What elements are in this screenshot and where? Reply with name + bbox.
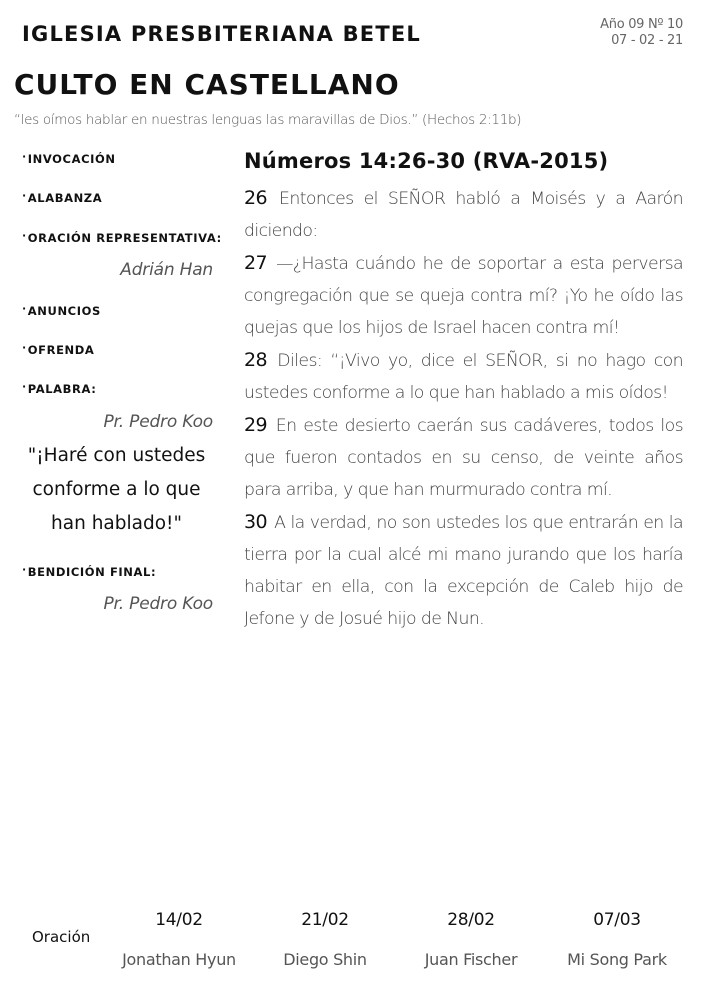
schedule-name: Diego Shin: [283, 950, 367, 969]
schedule-entry: [104, 910, 254, 969]
verse-number: 27: [244, 252, 267, 274]
schedule-date: 07/03: [593, 910, 641, 930]
order-item-alabanza: ·ALABANZA: [22, 189, 103, 205]
schedule-name: Juan Fischer: [424, 950, 518, 969]
schedule-entry: [396, 910, 546, 969]
verse-number: 30: [244, 511, 267, 533]
verse-number: 26: [244, 187, 267, 209]
bullet-icon: ·: [22, 189, 27, 202]
verse: 29 En este desierto caerán sus cadáveres, todos los que fueron contados en su censo, de veinte años para arriba, y que han murmurado contra mí.: [244, 414, 683, 500]
order-item-anuncios: ·ANUNCIOS: [22, 302, 101, 318]
scripture-reading: [244, 146, 683, 635]
order-item-ofrenda: ·OFRENDA: [22, 341, 95, 357]
verse-number: 29: [244, 414, 267, 436]
bullet-icon: ·: [22, 302, 27, 315]
schedule-date: 28/02: [447, 910, 495, 930]
order-item-palabra: ·PALABRA:: [22, 380, 97, 396]
reading-body: [244, 182, 683, 635]
order-item-invocacion: ·INVOCACIÓN: [22, 150, 116, 166]
bullet-icon: ·: [22, 380, 27, 393]
bullet-icon: ·: [22, 563, 27, 576]
schedule-name: Jonathan Hyun: [122, 950, 236, 969]
verse: 28 Diles: “¡Vivo yo, dice el SEÑOR, si no hago con ustedes conforme a lo que han hablado a mis oídos!: [244, 349, 683, 403]
bullet-icon: ·: [22, 341, 27, 354]
issue-date: 07 - 02 - 21: [611, 33, 683, 48]
schedule-date: 14/02: [155, 910, 203, 930]
epigraph: “les oímos hablar en nuestras lenguas las maravillas de Dios.” (Hechos 2:11b): [14, 112, 522, 128]
issue-info: [600, 17, 683, 49]
order-person-bendicion: Pr. Pedro Koo: [103, 594, 213, 614]
reading-title: Números 14:26-30 (RVA-2015): [244, 149, 609, 173]
bullet-icon: ·: [22, 150, 27, 163]
service-title: CULTO EN CASTELLANO: [14, 68, 400, 101]
schedule-date: 21/02: [301, 910, 349, 930]
verse-number: 28: [244, 349, 267, 371]
sermon-title: "¡Haré con ustedes conforme a lo que han hablado!": [27, 445, 206, 534]
issue-number: Año 09 Nº 10: [600, 17, 683, 32]
verse: 26 Entonces el SEÑOR habló a Moisés y a Aarón diciendo:: [244, 187, 683, 241]
bullet-icon: ·: [22, 229, 27, 242]
order-person-palabra: Pr. Pedro Koo: [103, 412, 213, 432]
order-item-bendicion: ·BENDICIÓN FINAL:: [22, 563, 157, 579]
verse: 30 A la verdad, no son ustedes los que entrarán en la tierra por la cual alcé mi mano jurando que los haría habitar en ella, con la excepción de Caleb hijo de Jefone y de Josué hijo de Nun.: [244, 511, 683, 629]
verse: 27 —¿Hasta cuándo he de soportar a esta perversa congregación que se queja contra mí? ¡Yo he oído las quejas que los hijos de Israel hacen contra mí!: [244, 252, 683, 338]
schedule-name: Mi Song Park: [567, 950, 667, 969]
order-person-oracion: Adrián Han: [120, 260, 213, 280]
church-name: IGLESIA PRESBITERIANA BETEL: [22, 22, 421, 46]
schedule-entry: [542, 910, 692, 969]
schedule-entry: [250, 910, 400, 969]
order-item-oracion: ·ORACIÓN REPRESENTATIVA:: [22, 229, 222, 245]
prayer-schedule-label: Oración: [32, 928, 91, 946]
